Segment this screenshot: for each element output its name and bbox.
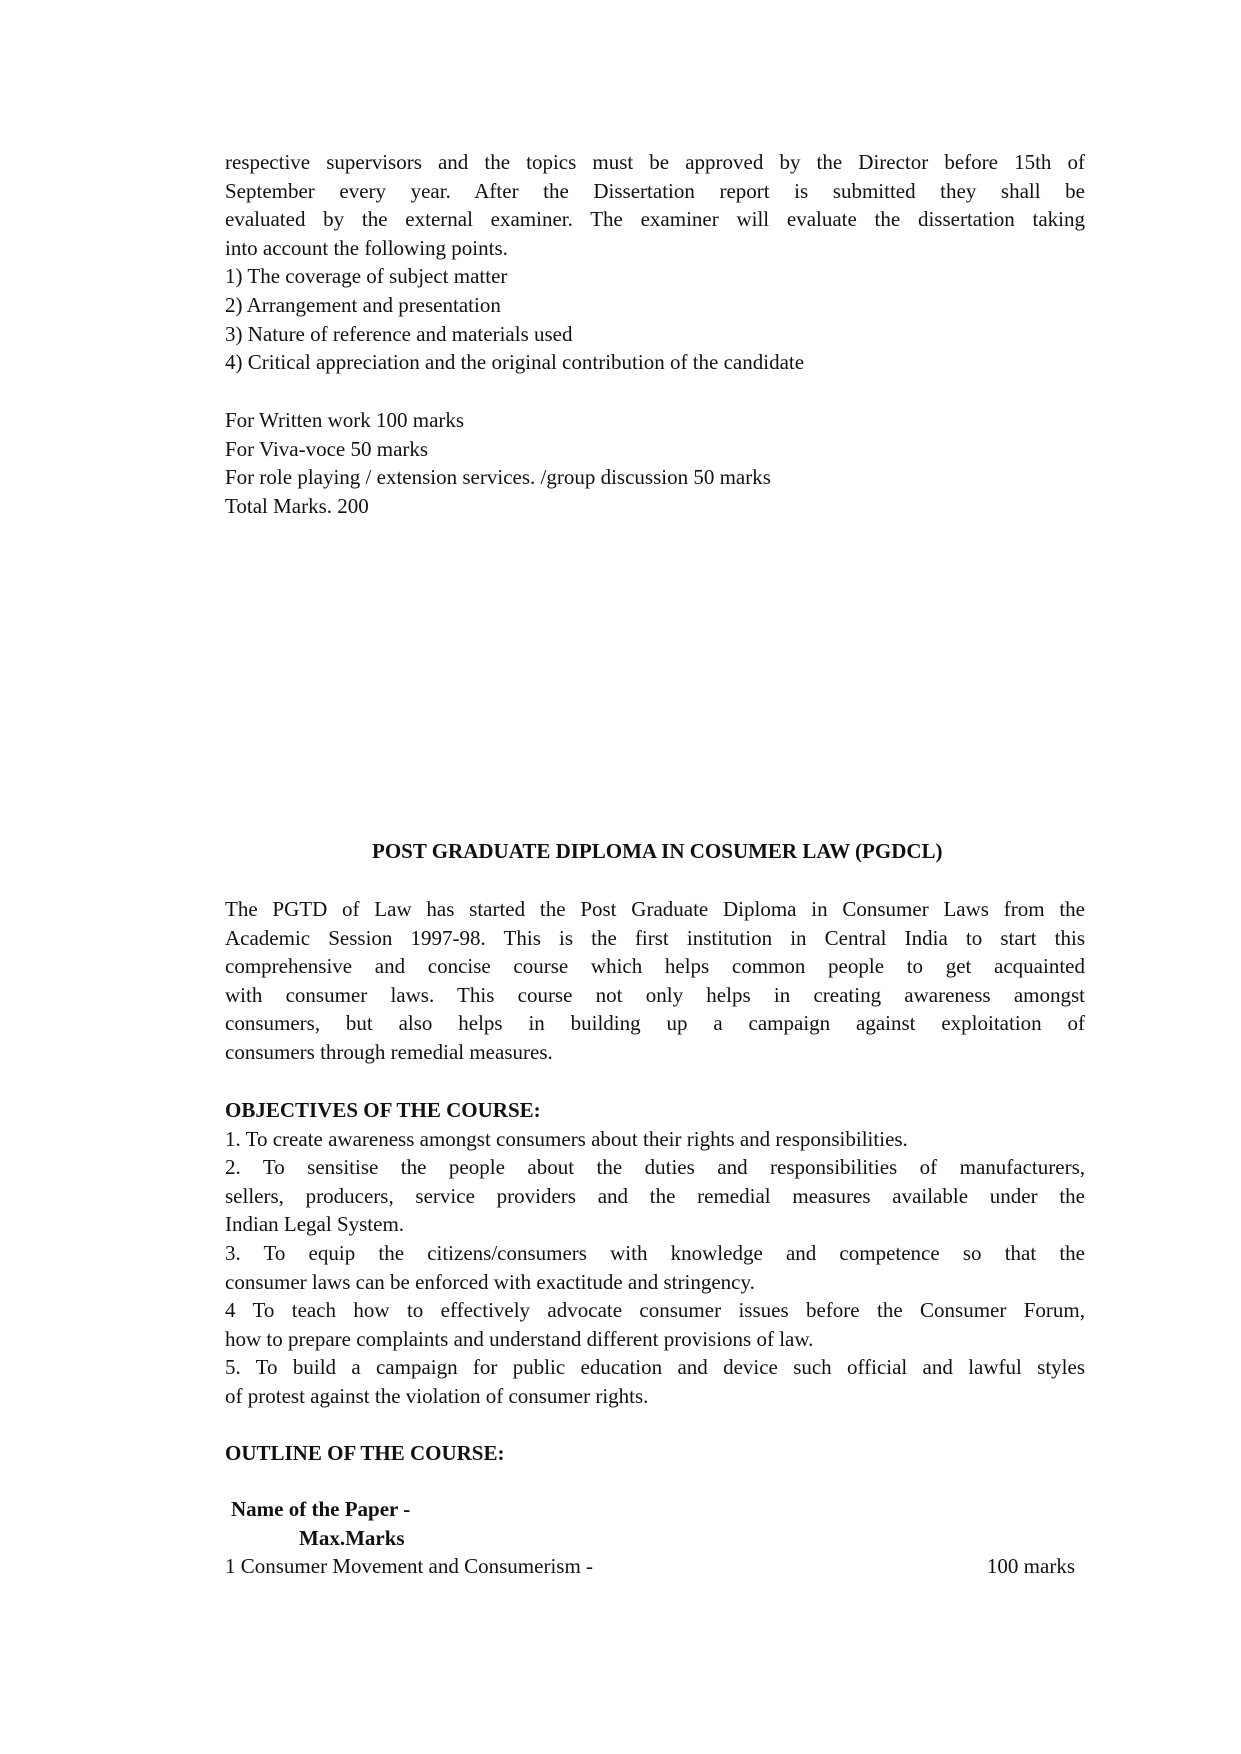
- objective-item: 2. To sensitise the people about the duties and responsibilities of manufacturers,: [225, 1155, 1085, 1180]
- header-paper-name: Name of the Paper -: [231, 1497, 411, 1521]
- evaluation-point: 4) Critical appreciation and the original contribution of the candidate: [225, 350, 805, 375]
- text-line: with consumer laws. This course not only helps in creating awareness amongst: [225, 982, 1085, 1007]
- text-line: consumers through remedial measures.: [225, 1039, 553, 1064]
- text-line: Academic Session 1997-98. This is the first institution in Central India to start this: [225, 925, 1085, 950]
- objectives-heading: OBJECTIVES OF THE COURSE:: [225, 1098, 541, 1122]
- paper-name: 1 Consumer Movement and Consumerism -: [225, 1554, 594, 1578]
- course-table-row: [225, 1552, 1075, 1580]
- marks-line: Total Marks. 200: [225, 493, 369, 518]
- text-line: sellers, producers, service providers and the remedial measures available under the: [225, 1183, 1085, 1208]
- objective-item: 5. To build a campaign for public education and device such official and lawful styles: [225, 1355, 1085, 1380]
- evaluation-point: 2) Arrangement and presentation: [225, 292, 501, 317]
- text-line: Indian Legal System.: [225, 1212, 405, 1237]
- text-line: evaluated by the external examiner. The examiner will evaluate the dissertation taking: [225, 207, 1085, 232]
- marks-line: For Written work 100 marks: [225, 408, 465, 432]
- text-line: respective supervisors and the topics must be approved by the Director before 15th of: [225, 150, 1085, 174]
- objective-item: 3. To equip the citizens/consumers with knowledge and competence so that the: [225, 1240, 1085, 1265]
- paper-marks: 100 marks: [986, 1554, 1075, 1578]
- text-line: The PGTD of Law has started the Post Graduate Diploma in Consumer Laws from the: [225, 897, 1085, 921]
- text-line: consumer laws can be enforced with exactitude and stringency.: [225, 1269, 755, 1294]
- dissertation-paragraph: [225, 148, 1085, 377]
- outline-heading: [225, 1439, 1085, 1468]
- objectives-section: [225, 1096, 1085, 1411]
- intro-paragraph: [225, 895, 1085, 1067]
- section-title: POST GRADUATE DIPLOMA IN COSUMER LAW (PGDCL): [372, 839, 943, 863]
- text-line: of protest against the violation of consumer rights.: [225, 1383, 649, 1408]
- text-line: into account the following points.: [225, 235, 508, 260]
- objective-item: 1. To create awareness amongst consumers about their rights and responsibilities.: [225, 1126, 908, 1151]
- marks-line: For role playing / extension services. /group discussion 50 marks: [225, 465, 771, 490]
- course-table-header: [231, 1495, 1091, 1552]
- text-line: consumers, but also helps in building up a campaign against exploitation of: [225, 1011, 1085, 1036]
- evaluation-point: 3) Nature of reference and materials used: [225, 321, 573, 346]
- marks-line: For Viva-voce 50 marks: [225, 436, 429, 461]
- objective-item: 4 To teach how to effectively advocate consumer issues before the Consumer Forum,: [225, 1298, 1085, 1323]
- outline-heading-text: OUTLINE OF THE COURSE:: [225, 1441, 505, 1465]
- evaluation-point: 1) The coverage of subject matter: [225, 264, 508, 289]
- text-line: September every year. After the Dissertation report is submitted they shall be: [225, 178, 1085, 203]
- header-max-marks: Max.Marks: [299, 1525, 405, 1550]
- marks-distribution: [225, 406, 1085, 520]
- text-line: comprehensive and concise course which helps common people to get acquainted: [225, 954, 1085, 979]
- text-line: how to prepare complaints and understand different provisions of law.: [225, 1326, 814, 1351]
